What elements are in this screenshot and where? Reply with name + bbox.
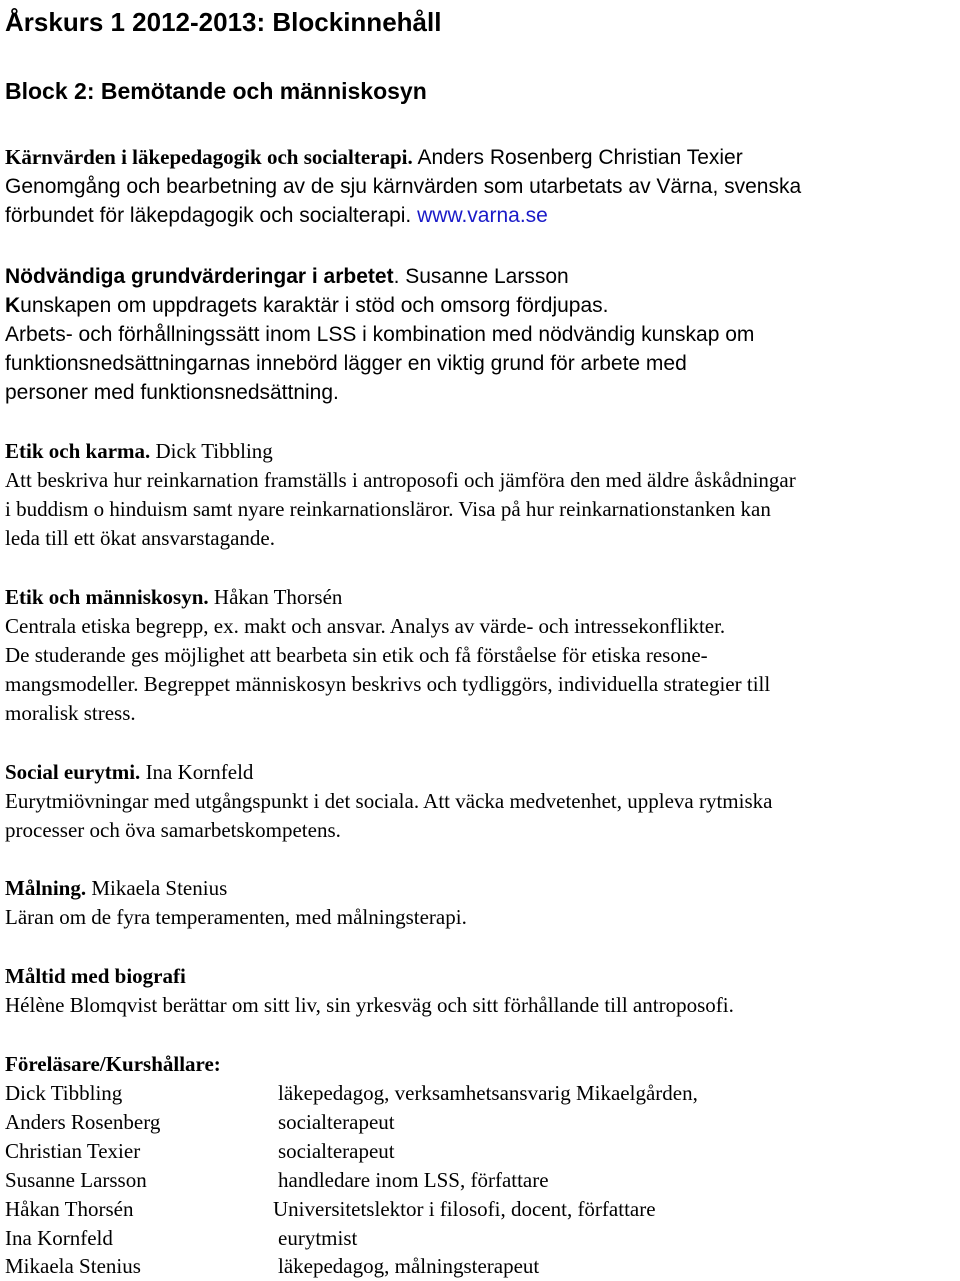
section-text-line: mangsmodeller. Begreppet människosyn beskrivs och tydliggörs, individuella strategier till	[5, 672, 771, 696]
lecturer-role: handledare inom LSS, författare	[278, 1168, 549, 1192]
varna-link[interactable]: www.varna.se	[417, 204, 548, 227]
lecturer-row	[5, 1137, 395, 1166]
lecturer-row	[5, 1108, 395, 1137]
lecturer-name: Mikaela Stenius	[5, 1254, 141, 1278]
section-text-line: Att beskriva hur reinkarnation framställs i antroposofi och jämföra den med äldre åskådningar	[5, 468, 796, 492]
section-social-eurytmi-header	[5, 758, 253, 787]
lecturer-name: Anders Rosenberg	[5, 1110, 161, 1134]
section-text-line: Arbets- och förhållningssätt inom LSS i kombination med nödvändig kunskap om	[5, 323, 755, 346]
section-grundvarderingar-header	[5, 262, 569, 291]
section-etik-manniskosyn-header	[5, 583, 342, 612]
lecturer-name: Christian Texier	[5, 1139, 141, 1163]
lecturer-role: Universitetslektor i filosofi, docent, författare	[273, 1197, 656, 1221]
lecturer-row	[5, 1252, 540, 1281]
section-text-line: processer och öva samarbetskompetens.	[5, 818, 341, 842]
lecturers-header	[5, 1050, 221, 1079]
section-text-line: Läran om de fyra temperamenten, med målningsterapi.	[5, 905, 467, 929]
lecturer-role: läkepedagog, målningsterapeut	[278, 1254, 540, 1278]
lecturer-name: Ina Kornfeld	[5, 1226, 113, 1250]
section-text-line: Hélène Blomqvist berättar om sitt liv, sin yrkesväg och sitt förhållande till antroposofi.	[5, 993, 734, 1017]
lecturer-name: Dick Tibbling	[5, 1081, 123, 1105]
section-text-line: moralisk stress.	[5, 701, 136, 725]
section-heading: Kärnvärden i läkepedagogik och socialterapi.	[5, 145, 413, 169]
section-teacher: . Susanne Larsson	[393, 265, 569, 288]
lecturer-role: socialterapeut	[278, 1139, 395, 1163]
section-text-line: personer med funktionsnedsättning.	[5, 381, 339, 404]
section-heading: Målning.	[5, 876, 87, 900]
page-title: Årskurs 1 2012-2013: Blockinnehåll	[5, 7, 442, 37]
lecturer-role: läkepedagog, verksamhetsansvarig Mikaelgården,	[278, 1081, 698, 1105]
section-maltid-header	[5, 962, 186, 991]
section-etik-karma-header	[5, 437, 273, 466]
section-text-line: förbundet för läkepdagogik och socialterapi. www.varna.se	[5, 204, 548, 227]
section-heading: Nödvändiga grundvärderingar i arbetet	[5, 265, 394, 288]
lecturer-row	[5, 1195, 656, 1224]
section-text-line: Eurytmiövningar med utgångspunkt i det sociala. Att väcka medvetenhet, uppleva rytmiska	[5, 789, 773, 813]
lecturers-heading: Föreläsare/Kurshållare:	[5, 1052, 221, 1076]
lecturer-role: socialterapeut	[278, 1110, 395, 1134]
section-karnvarden-header	[5, 143, 743, 172]
lecturer-name: Susanne Larsson	[5, 1168, 147, 1192]
lecturer-row	[5, 1224, 358, 1253]
section-text-line: i buddism o hinduism samt nyare reinkarnationsläror. Visa på hur reinkarnationstanken kan	[5, 497, 771, 521]
section-text-line: leda till ett ökat ansvarstagande.	[5, 526, 275, 550]
lecturer-row	[5, 1079, 698, 1108]
section-text-line: Kunskapen om uppdragets karaktär i stöd och omsorg fördjupas.	[5, 294, 609, 317]
section-heading: Etik och människosyn.	[5, 585, 209, 609]
section-teacher: Håkan Thorsén	[208, 585, 343, 609]
section-heading: Etik och karma.	[5, 439, 151, 463]
section-text-line: Genomgång och bearbetning av de sju kärnvärden som utarbetats av Värna, svenska	[5, 175, 802, 198]
section-text-line: funktionsnedsättningarnas innebörd lägger en viktig grund för arbete med	[5, 352, 687, 375]
section-malning-header	[5, 874, 227, 903]
lecturer-name: Håkan Thorsén	[5, 1197, 134, 1221]
block-title: Block 2: Bemötande och människosyn	[5, 78, 427, 104]
section-teacher: Dick Tibbling	[150, 439, 273, 463]
section-heading: Måltid med biografi	[5, 964, 186, 988]
section-heading: Social eurytmi.	[5, 760, 141, 784]
section-teacher: Ina Kornfeld	[140, 760, 254, 784]
section-teacher: Anders Rosenberg Christian Texier	[412, 146, 743, 169]
section-text-line: Centrala etiska begrepp, ex. makt och ansvar. Analys av värde- och intressekonflikter.	[5, 614, 726, 638]
section-text-line: De studerande ges möjlighet att bearbeta sin etik och få förståelse för etiska resone-	[5, 643, 708, 667]
lecturer-role: eurytmist	[278, 1226, 358, 1250]
section-teacher: Mikaela Stenius	[86, 876, 228, 900]
lecturer-row	[5, 1166, 549, 1195]
